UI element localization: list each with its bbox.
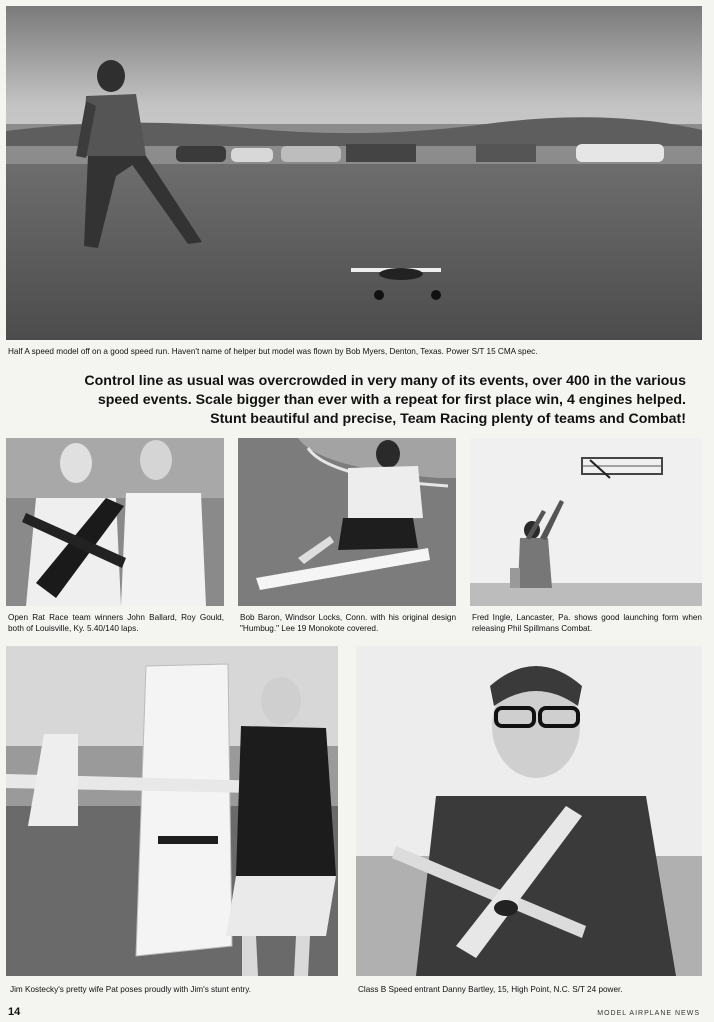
photo-rat-race-team bbox=[6, 438, 224, 606]
photo-combat-launch bbox=[470, 438, 702, 606]
intro-text: Control line as usual was overcrowded in very many of its events, over 400 in the various speed events. Scale bigger than ever with a repeat for first place win, 4 engines helped. Stunt beautiful and precise, Team Racing plenty of teams and Combat! bbox=[84, 373, 686, 427]
combat-launch-image bbox=[470, 438, 702, 606]
class-b-speed-image bbox=[356, 646, 702, 976]
caption-humbug: Bob Baron, Windsor Locks, Conn. with his original design "Humbug." Lee 19 Monokote covered. bbox=[240, 613, 456, 633]
photo-humbug bbox=[238, 438, 456, 606]
caption-combat-launch: Fred Ingle, Lancaster, Pa. shows good launching form when releasing Phil Spillmans Combat. bbox=[472, 613, 702, 633]
main-photo-image bbox=[6, 6, 702, 340]
main-photo-caption: Half A speed model off on a good speed run. Haven't name of helper but model was flown by Bob Myers, Denton, Texas. Power S/T 15 CMA spec. bbox=[8, 347, 538, 356]
caption-class-b-speed: Class B Speed entrant Danny Bartley, 15, High Point, N.C. S/T 24 power. bbox=[358, 985, 623, 994]
humbug-image bbox=[238, 438, 456, 606]
running-footer: MODEL AIRPLANE NEWS bbox=[597, 1010, 700, 1017]
caption-rat-race-team: Open Rat Race team winners John Ballard, Roy Gould, both of Louisville, Ky. 5.40/140 laps. bbox=[8, 613, 224, 633]
main-photo bbox=[6, 6, 702, 340]
page-number: 14 bbox=[8, 1006, 21, 1018]
photo-class-b-speed bbox=[356, 646, 702, 976]
rat-race-team-image bbox=[6, 438, 224, 606]
photo-stunt-entry bbox=[6, 646, 338, 976]
caption-stunt-entry: Jim Kostecky's pretty wife Pat poses proudly with Jim's stunt entry. bbox=[10, 985, 251, 994]
stunt-entry-image bbox=[6, 646, 338, 976]
